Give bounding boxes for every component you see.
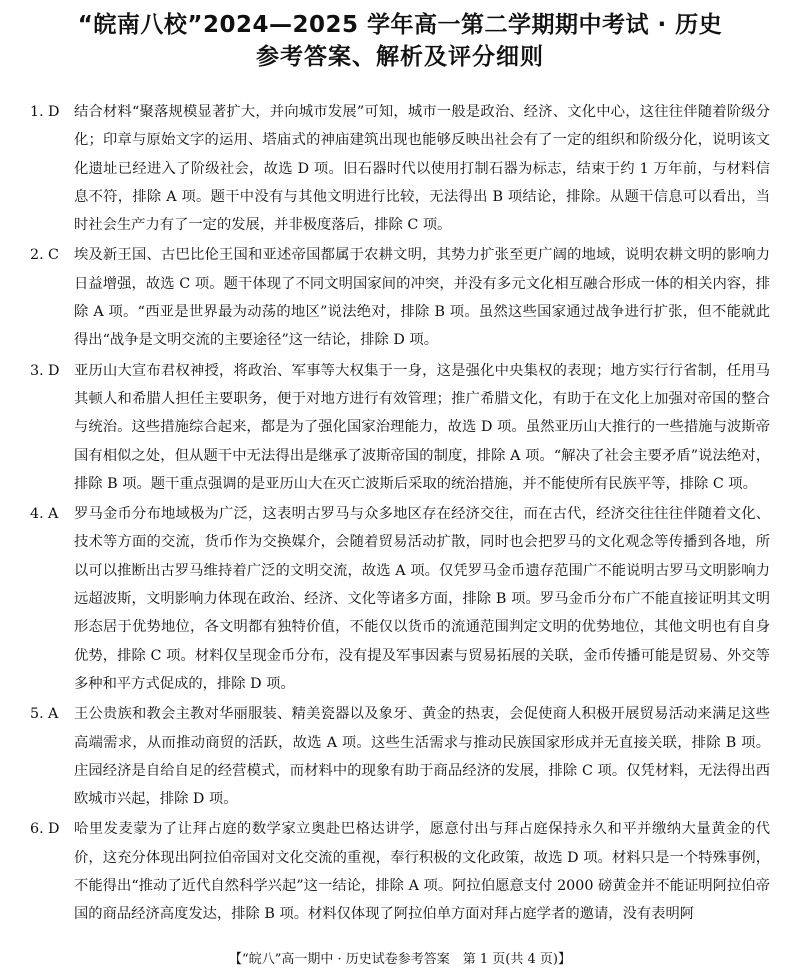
answer-explanation: 哈里发麦蒙为了让拜占庭的数学家立奥赴巴格达讲学，愿意付出与拜占庭保持永久和平并缴纳大量黄金的代价，这充分体现出阿拉伯帝国对文化交流的重视，奉行积极的文化政策，故选 D 项。材料只是一个特殊事例，不能得出“推动了近代自然科学兴起”这一结论，排除 A 项。阿拉伯愿意支付 2000 磅黄金并不能证明阿拉伯帝国的商品经济高度发达，排除 B 项。材料仅体现了阿拉伯单方面对拜占庭学者的邀请，没有表明阿 — [74, 821, 770, 923]
answer-explanation: 罗马金币分布地域极为广泛，这表明古罗马与众多地区存在经济交往，而在古代，经济交往往往伴随着文化、技术等方面的交流，货币作为交换媒介，会随着贸易活动扩散，同时也会把罗马的文化观念等传播到各地，所以可以推断出古罗马维持着广泛的文明交流，故选 A 项。仅凭罗马金币遗存范围广不能说明古罗马文明影响力远超波斯，文明影响力体现在政治、经济、文化等诸多方面，排除 B 项。罗马金币分布广不能直接证明其文明形态居于优势地位，各文明都有独特价值，不能仅以货币的流通范围判定文明的优势地位，其他文明也有自身优势，排除 C 项。材料仅呈现金币分布，没有提及军事因素与贸易拓展的关联，金币传播可能是贸易、外交等多种和平方式促成的，排除 D 项。 — [74, 506, 770, 692]
page-footer: 【“皖八”高一期中 · 历史试卷参考答案 第 1 页(共 4 页)】 — [229, 952, 571, 967]
answer-explanation: 王公贵族和教会主教对华丽服装、精美瓷器以及象牙、黄金的热衷，会促使商人积极开展贸易活动来满足这些高端需求，从而推动商贸的活跃，故选 A 项。这些生活需求与推动民族国家形成并无直接关联，排除 B 项。庄园经济是自给自足的经营模式，而材料中的现象有助于商品经济的发展，排除 C 项。仅凭材料，无法得出西欧城市兴起，排除 D 项。 — [74, 706, 770, 808]
answer-item-4 — [30, 500, 770, 698]
answer-explanation: 结合材料“聚落规模显著扩大，并向城市发展”可知，城市一般是政治、经济、文化中心，这往往伴随着阶级分化；印章与原始文字的运用、塔庙式的神庙建筑出现也能够反映出社会有了一定的组织和阶级分化，说明该文化遗址已经进入了阶级社会，故选 D 项。旧石器时代以使用打制石器为标志，结束于约 1 万年前，与材料信息不符，排除 A 项。题干中没有与其他文明进行比较，无法得出 B 项结论，排除。从题干信息可以看出，当时社会生产力有了一定的发展，并非极度落后，排除 C 项。 — [74, 104, 770, 234]
answer-item-1 — [30, 98, 770, 239]
answer-item-6 — [30, 815, 770, 928]
answer-letter: D — [48, 104, 60, 120]
answer-letter: D — [48, 362, 60, 379]
answer-letter: C — [48, 247, 59, 264]
question-number: 4. — [30, 506, 44, 523]
answer-item-5 — [30, 700, 770, 813]
page-subtitle: 参考答案、解析及评分细则 — [256, 44, 544, 70]
page-title: “皖南八校”2024—2025 学年高一第二学期期中考试 · 历史 — [77, 12, 723, 38]
answer-item-3 — [30, 357, 770, 498]
answer-item-2 — [30, 241, 770, 354]
question-number: 1. — [30, 104, 44, 120]
answer-explanation: 埃及新王国、古巴比伦王国和亚述帝国都属于农耕文明，其势力扩张至更广阔的地域，说明农耕文明的影响力日益增强，故选 C 项。题干体现了不同文明国家间的冲突，并没有多元文化相互融合形成一体的相关内容，排除 A 项。“西亚是世界最为动荡的地区”说法绝对，排除 B 项。虽然这些国家通过战争进行扩张，但不能就此得出“战争是文明交流的主要途径”这一结论，排除 D 项。 — [74, 247, 770, 349]
question-number: 2. — [30, 247, 44, 264]
answer-letter: A — [48, 706, 59, 723]
answer-explanation: 亚历山大宣布君权神授，将政治、军事等大权集于一身，这是强化中央集权的表现；地方实行行省制，任用马其顿人和希腊人担任主要职务，便于对地方进行有效管理；推广希腊文化，有助于在文化上加强对帝国的整合与统治。这些措施综合起来，都是为了强化国家治理能力，故选 D 项。虽然亚历山大推行的一些措施与波斯帝国有相似之处，但从题干中无法得出是继承了波斯帝国的制度，排除 A 项。“解决了社会主要矛盾”说法绝对，排除 B 项。题干重点强调的是亚历山大在灭亡波斯后采取的统治措施，并不能使所有民族平等，排除 C 项。 — [74, 362, 770, 492]
question-number: 5. — [30, 706, 44, 723]
answer-letter: D — [48, 821, 60, 838]
answer-list — [30, 98, 770, 929]
question-number: 6. — [30, 821, 44, 838]
question-number: 3. — [30, 362, 44, 379]
answer-letter: A — [48, 506, 59, 523]
